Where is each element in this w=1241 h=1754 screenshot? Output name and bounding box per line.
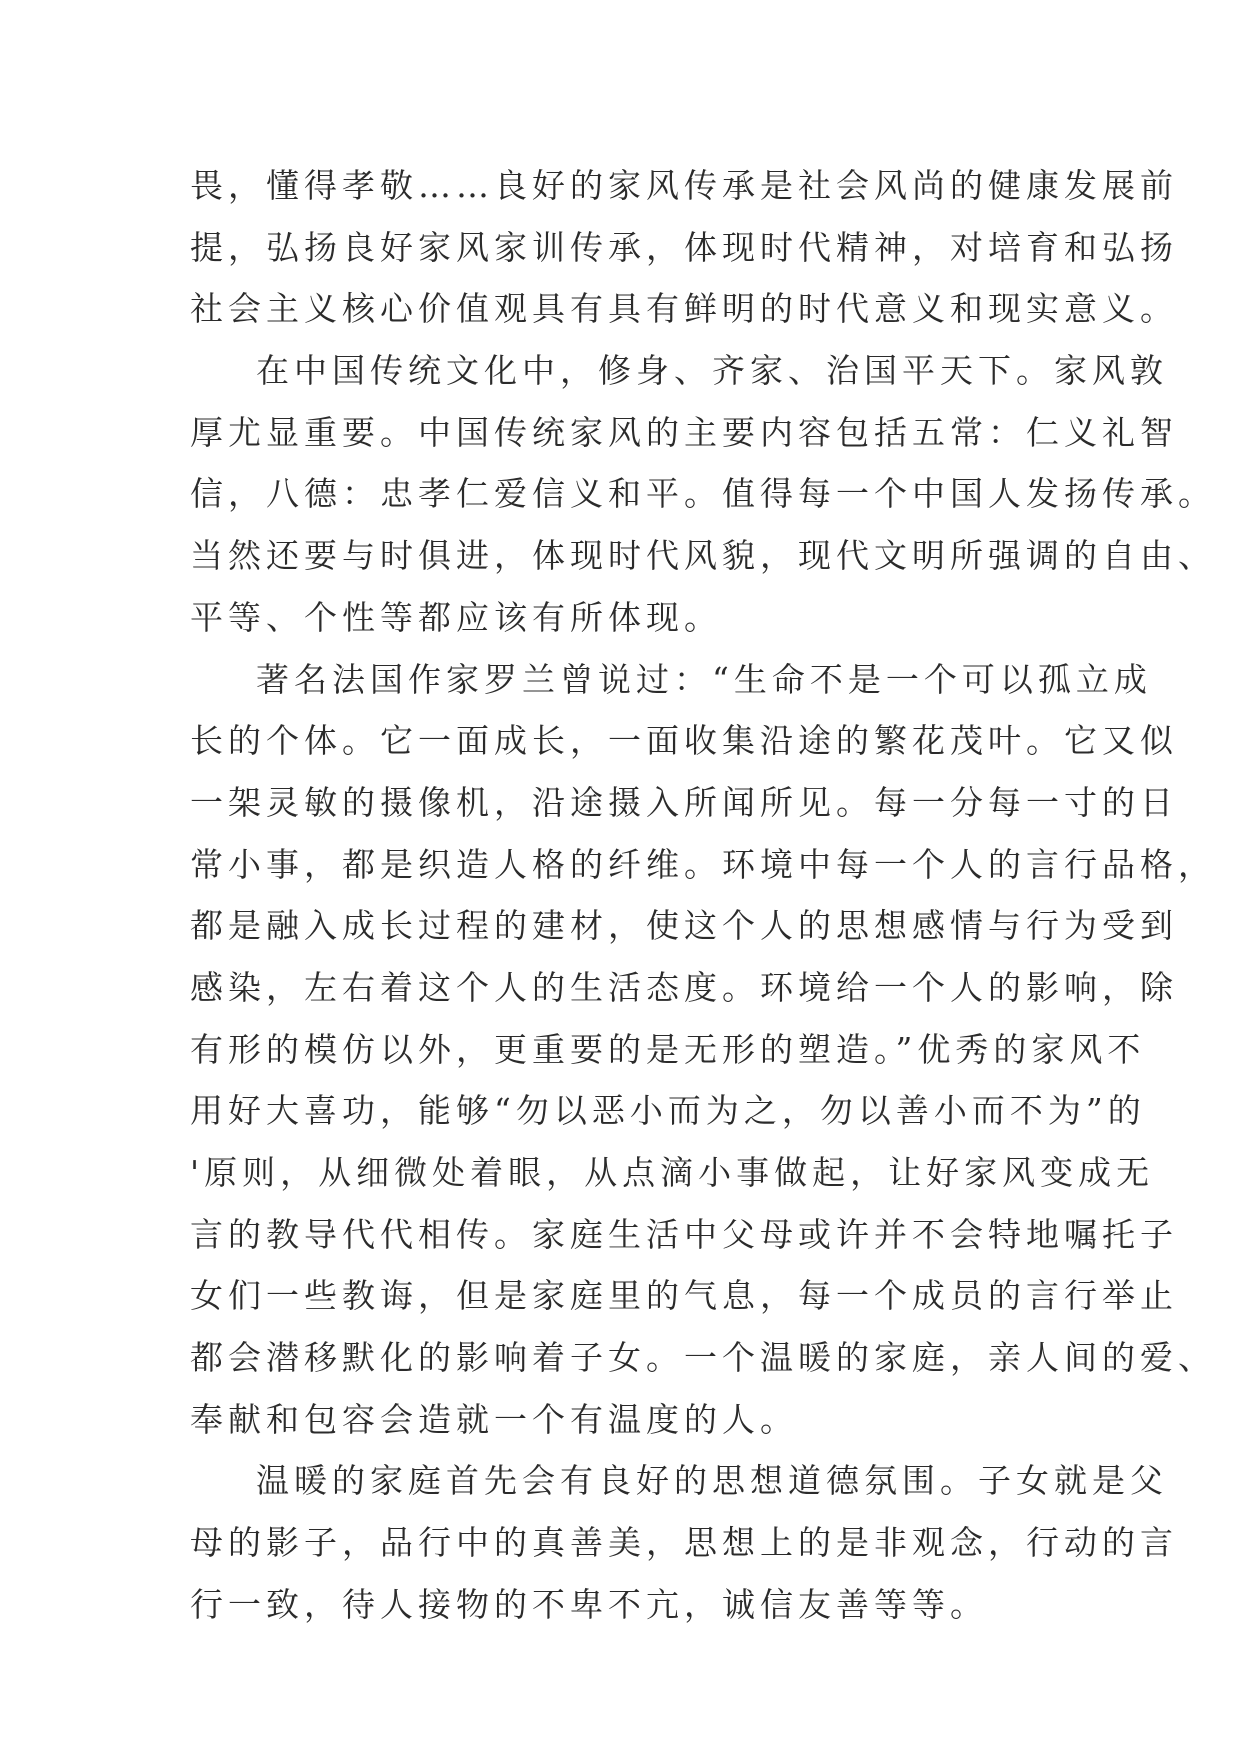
text-line: 一架灵敏的摄像机，沿途摄入所闻所见。每一分每一寸的日 [190, 782, 1178, 822]
text-line: 长的个体。它一面成长，一面收集沿途的繁花茂叶。它又似 [190, 721, 1178, 761]
paragraph-start-line: 在中国传统文化中，修身、齐家、治国平天下。家风敦 [256, 351, 1168, 391]
text-line: 有形的模仿以外，更重要的是无形的塑造。”优秀的家风不 [190, 1029, 1146, 1069]
body-text [190, 155, 1216, 1636]
text-line: 信，八德：忠孝仁爱信义和平。值得每一个中国人发扬传承。 [190, 474, 1216, 514]
paragraph-start-line: 温暖的家庭首先会有良好的思想道德氛围。子女就是父 [256, 1461, 1168, 1501]
text-line: 女们一些教诲，但是家庭里的气息，每一个成员的言行举止 [190, 1276, 1178, 1316]
text-line: 行一致，待人接物的不卑不亢，诚信友善等等。 [190, 1584, 988, 1624]
text-line: 畏，懂得孝敬……良好的家风传承是社会风尚的健康发展前 [190, 166, 1178, 205]
text-line: 提，弘扬良好家风家训传承，体现时代精神，对培育和弘扬 [190, 227, 1178, 267]
text-line: 社会主义核心价值观具有具有鲜明的时代意义和现实意义。 [190, 289, 1178, 329]
text-line: 奉献和包容会造就一个有温度的人。 [190, 1399, 798, 1439]
text-line: 常小事，都是织造人格的纤维。环境中每一个人的言行品格， [190, 844, 1216, 884]
text-line: 都会潜移默化的影响着子女。一个温暖的家庭，亲人间的爱、 [190, 1338, 1216, 1378]
paragraph-start-line: 著名法国作家罗兰曾说过：“生命不是一个可以孤立成 [256, 659, 1152, 699]
text-line: 厚尤显重要。中国传统家风的主要内容包括五常：仁义礼智 [190, 412, 1178, 452]
text-line: 当然还要与时俱进，体现时代风貌，现代文明所强调的自由、 [190, 536, 1216, 576]
text-line: 言的教导代代相传。家庭生活中父母或许并不会特地嘱托子 [190, 1214, 1178, 1254]
text-line: '原则，从细微处着眼，从点滴小事做起，让好家风变成无 [190, 1153, 1155, 1192]
text-line: 都是融入成长过程的建材，使这个人的思想感情与行为受到 [190, 906, 1178, 946]
text-line: 用好大喜功，能够“勿以恶小而为之，勿以善小而不为”的 [190, 1091, 1146, 1131]
text-line: 平等、个性等都应该有所体现。 [190, 597, 722, 637]
text-line: 母的影子，品行中的真善美，思想上的是非观念，行动的言 [190, 1523, 1178, 1563]
text-line: 感染，左右着这个人的生活态度。环境给一个人的影响，除 [190, 967, 1178, 1007]
